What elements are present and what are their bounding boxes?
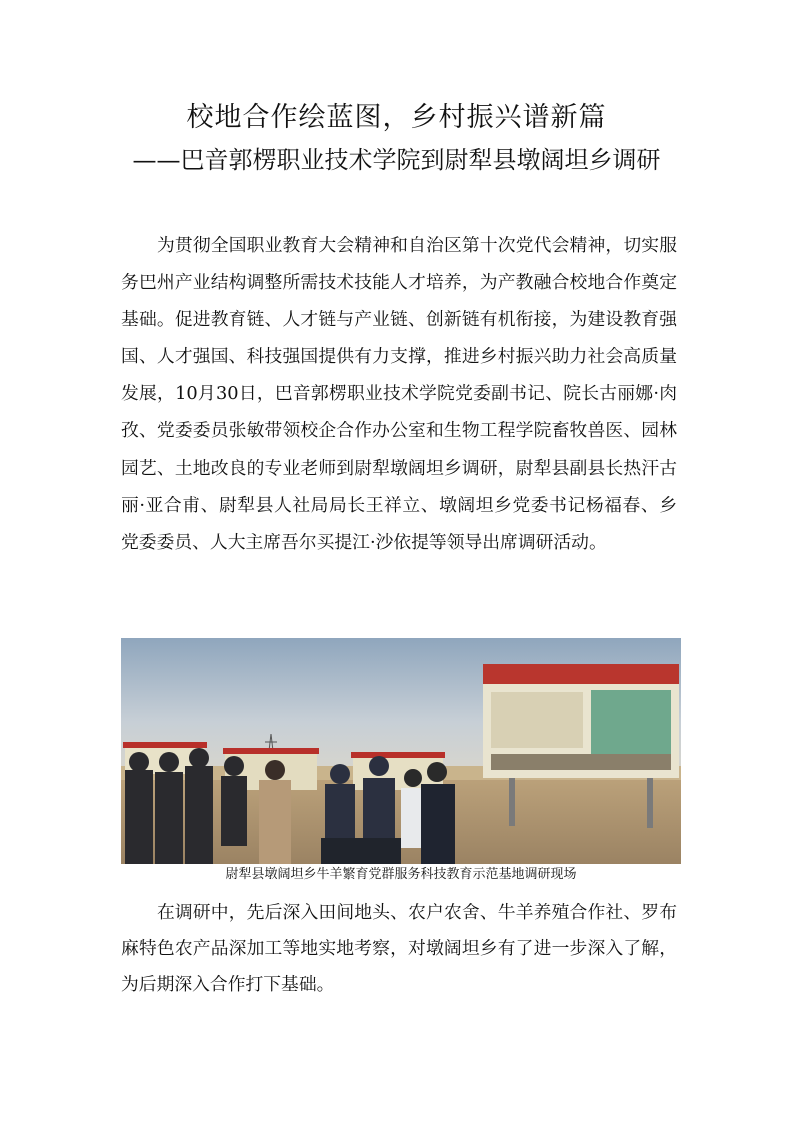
field-visit-photo: [121, 638, 681, 864]
photo-caption: 尉犁县墩阔坦乡牛羊繁育党群服务科技教育示范基地调研现场: [225, 867, 577, 882]
paragraph-intro: 为贯彻全国职业教育大会精神和自治区第十次党代会精神，切实服务巴州产业结构调整所需技术技能人才培养，为产教融合校地合作奠定基础。促进教育链、人才链与产业链、创新链有机衔接，为建设教育强国、人才强国、科技强国提供有力支撑，推进乡村振兴助力社会高质量发展，10月30日，巴音郭楞职业技术学院党委副书记、院长古丽娜·肉孜、党委委员张敏带领校企合作办公室和生物工程学院畜牧兽医、园林园艺、土地改良的专业老师到尉犁墩阔坦乡调研，尉犁县副县长热汗古丽·亚合甫、尉犁县人社局局长王祥立、墩阔坦乡党委书记杨福春、乡党委委员、人大主席吾尔买提江·沙依提等领导出席调研活动。: [121, 235, 677, 553]
paragraph-field-survey: 在调研中，先后深入田间地头、农户农舍、牛羊养殖合作社、罗布麻特色农产品深加工等地实地考察，对墩阔坦乡有了进一步深入了解，为后期深入合作打下基础。: [121, 902, 677, 995]
article-title: 校地合作绘蓝图，乡村振兴谱新篇: [186, 102, 607, 133]
article-subtitle: ——巴音郭楞职业技术学院到尉犁县墩阔坦乡调研: [132, 146, 661, 174]
